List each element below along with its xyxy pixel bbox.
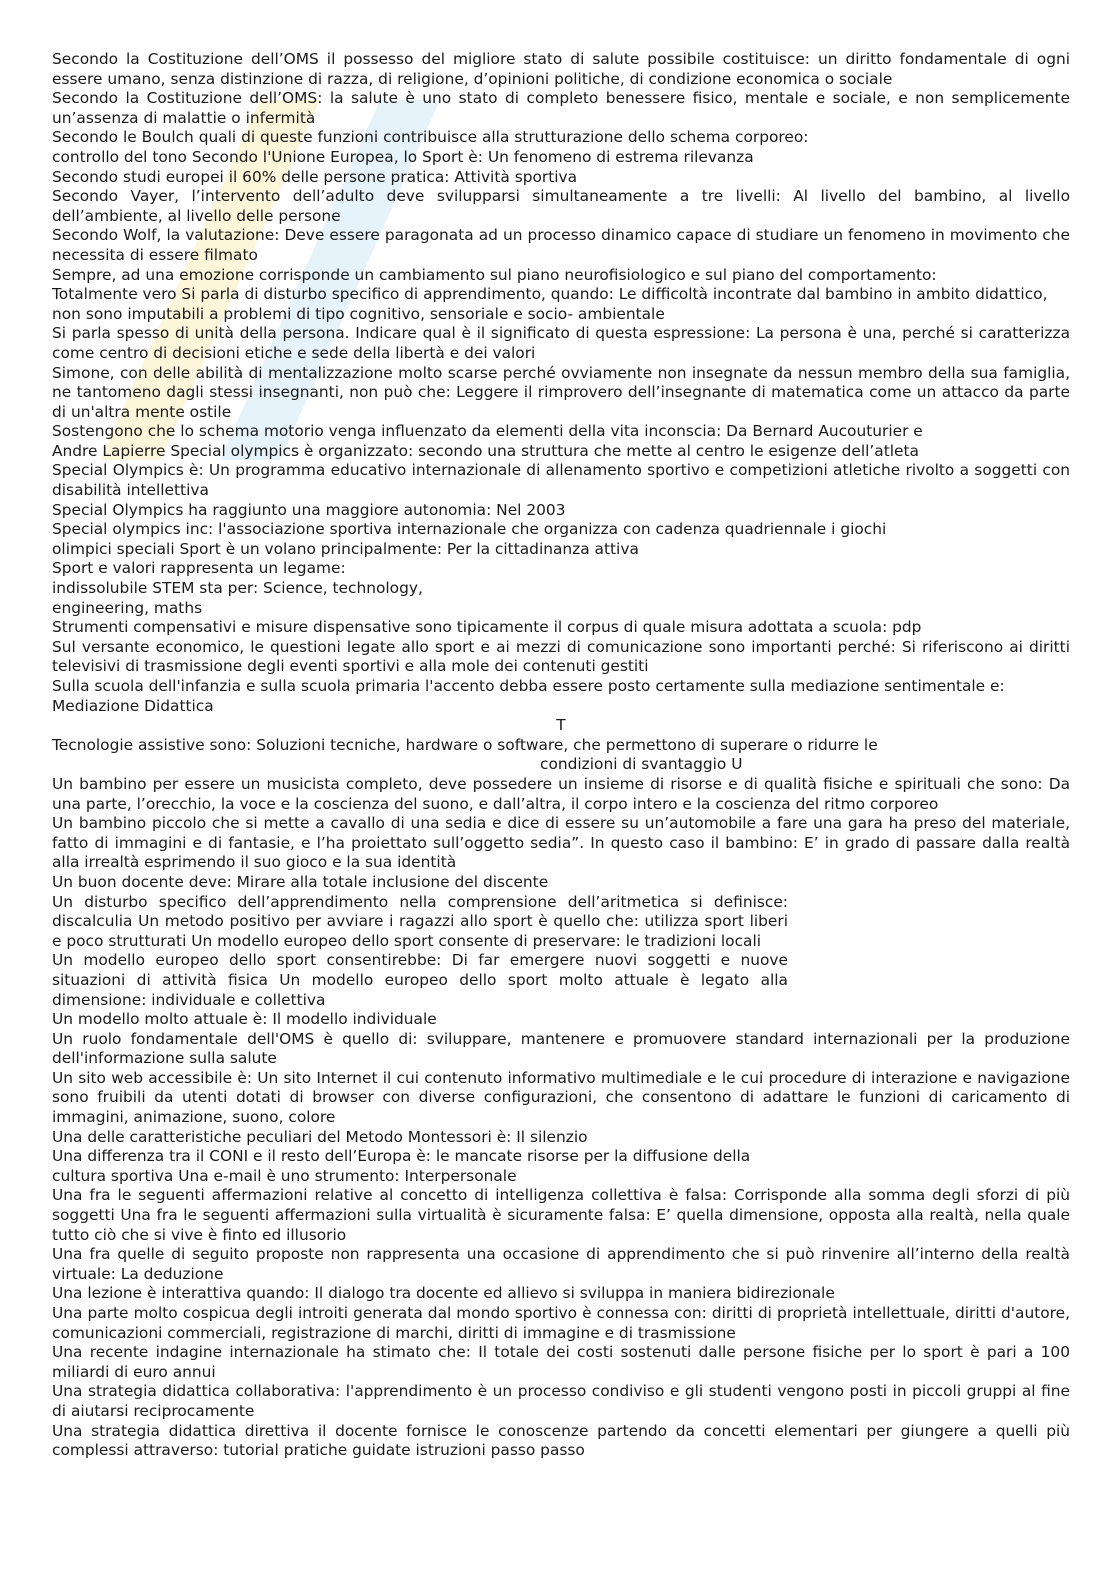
- paragraph: engineering, maths: [52, 598, 203, 617]
- paragraph: controllo del tono Secondo l'Unione Europea, lo Sport è: Un fenomeno di estrema rilevanza: [52, 147, 754, 166]
- paragraph: Sostengono che lo schema motorio venga influenzato da elementi della vita inconscia: Da Bernard Aucouturier e: [52, 422, 923, 441]
- paragraph: Un disturbo specifico dell’apprendimento nella comprensione dell’aritmetica si definisce: discalculia Un metodo positivo per avviare i ragazzi allo sport è quello che: utilizza sport liberi e poco strutturati Un modello europeo dello sport consente di preservare: le tradizioni locali: [52, 892, 788, 950]
- paragraph: Una strategia didattica direttiva il docente fornisce le conoscenze partendo da concetti elementari per giungere a quelli più complessi attraverso: tutorial pratiche guidate istruzioni passo passo: [52, 1421, 1070, 1460]
- paragraph: condizioni di svantaggio U: [540, 755, 743, 774]
- paragraph: Una parte molto cospicua degli introiti generata dal mondo sportivo è connessa con: diritti di proprietà intellettuale, diritti d'autore, comunicazioni commerciali, registrazione di marchi, diritti di immagine e di trasmissione: [52, 1304, 1070, 1342]
- paragraph: cultura sportiva Una e-mail è uno strumento: Interpersonale: [52, 1166, 517, 1185]
- paragraph: Un sito web accessibile è: Un sito Internet il cui contenuto informativo multimediale e le cui procedure di interazione e navigazione sono fruibili da utenti dotati di browser con diverse configurazioni, che consentono di adattare le funzioni di caricamento di immagini, animazione, suono, colore: [52, 1068, 1070, 1127]
- paragraph: Special Olympics ha raggiunto una maggiore autonomia: Nel 2003: [52, 500, 566, 519]
- paragraph: olimpici speciali Sport è un volano principalmente: Per la cittadinanza attiva: [52, 539, 639, 558]
- paragraph: Secondo la Costituzione dell’OMS: la salute è uno stato di completo benessere fisico, mentale e sociale, e non semplicemente un’assenza di malattie o infermità: [52, 89, 1070, 127]
- paragraph: Sulla scuola dell'infanzia e sulla scuola primaria l'accento debba essere posto certamente sulla mediazione sentimentale e: Mediazione Didattica: [52, 677, 1005, 715]
- paragraph: Un buon docente deve: Mirare alla totale inclusione del discente: [52, 872, 549, 891]
- paragraph: Secondo Wolf, la valutazione: Deve essere paragonata ad un processo dinamico capace di studiare un fenomeno in movimento che necessita di essere filmato: [52, 226, 1070, 264]
- paragraph: Si parla spesso di unità della persona. Indicare qual è il significato di questa espressione: La persona è una, perché si caratterizza come centro di decisioni etiche e sede della libertà e dei valori: [52, 324, 1070, 362]
- paragraph: Un modello molto attuale è: Il modello individuale: [52, 1010, 437, 1029]
- paragraph: Una delle caratteristiche peculiari del Metodo Montessori è: Il silenzio: [52, 1127, 588, 1146]
- paragraph: Un modello europeo dello sport consentirebbe: Di far emergere nuovi soggetti e nuove situazioni di attività fisica Un modello europeo dello sport molto attuale è legato alla dimensione: individuale e collettiva: [52, 951, 788, 1009]
- paragraph: Secondo le Boulch quali di queste funzioni contribuisce alla strutturazione dello schema corporeo:: [52, 128, 809, 147]
- paragraph: Un bambino piccolo che si mette a cavallo di una sedia e dice di essere su un’automobile a fare una gara ha preso del materiale, fatto di immagini e di fantasie, e l’ha proiettato sull’oggetto sedia”. In questo caso il bambino: E’ in grado di passare dalla realtà alla irrealtà esprimendo il suo gioco e la sua identità: [52, 814, 1070, 872]
- paragraph: Una strategia didattica collaborativa: l'apprendimento è un processo condiviso e gli studenti vengono posti in piccoli gruppi al fine di aiutarsi reciprocamente: [52, 1382, 1070, 1420]
- paragraph: Una fra quelle di seguito proposte non rappresenta una occasione di apprendimento che si può rinvenire all’interno della realtà virtuale: La deduzione: [52, 1245, 1070, 1283]
- paragraph: Sport e valori rappresenta un legame:: [52, 559, 346, 578]
- paragraph: Andre Lapierre Special olympics è organizzato: secondo una struttura che mette al centro le esigenze dell’atleta: [52, 441, 919, 460]
- paragraph: indissolubile STEM sta per: Science, technology,: [52, 579, 423, 598]
- paragraph: Una differenza tra il CONI e il resto dell’Europa è: le mancate risorse per la diffusione della: [52, 1147, 751, 1166]
- paragraph: Simone, con delle abilità di mentalizzazione molto scarse perché ovviamente non insegnate da nessun membro della sua famiglia, ne tantomeno dagli stessi insegnanti, non può che: Leggere il rimprovero dell’insegnante di matematica come un attacco da parte di un'altra mente ostile: [52, 363, 1070, 421]
- paragraph: Secondo studi europei il 60% delle persone pratica: Attività sportiva: [52, 167, 578, 186]
- paragraph: Una fra le seguenti affermazioni relative al concetto di intelligenza collettiva è falsa: Corrisponde alla somma degli sforzi di più soggetti Una fra le seguenti affermazioni sulla virtualità è sicuramente falsa: E’ quella dimensione, opposta alla realtà, nella quale tutto ciò che si vive è finto ed illusorio: [52, 1186, 1070, 1244]
- paragraph: Sul versante economico, le questioni legate allo sport e ai mezzi di comunicazione sono importanti perché: Si riferiscono ai diritti televisivi di trasmissione degli eventi sportivi e alla mole dei contenuti gestiti: [52, 637, 1070, 676]
- paragraph: Special Olympics è: Un programma educativo internazionale di allenamento sportivo e competizioni atletiche rivolto a soggetti con disabilità intellettiva: [52, 461, 1070, 500]
- paragraph: Strumenti compensativi e misure dispensative sono tipicamente il corpus di quale misura adottata a scuola: pdp: [52, 618, 922, 637]
- document-body: [52, 50, 1070, 1461]
- paragraph: Secondo Vayer, l’intervento dell’adulto deve svilupparsi simultaneamente a tre livelli: Al livello del bambino, al livello dell’ambiente, al livello delle persone: [52, 187, 1070, 225]
- paragraph: Tecnologie assistive sono: Soluzioni tecniche, hardware o software, che permettono di superare o ridurre le: [52, 735, 878, 754]
- paragraph: Special olympics inc: l'associazione sportiva internazionale che organizza con cadenza quadriennale i giochi: [52, 520, 887, 539]
- paragraph: Un bambino per essere un musicista completo, deve possedere un insieme di risorse e di qualità fisiche e spirituali che sono: Da una parte, l’orecchio, la voce e la coscienza del suono, e dall’altra, il corpo intero e la coscienza del ritmo corporeo: [52, 774, 1070, 813]
- paragraph: Una recente indagine internazionale ha stimato che: Il totale dei costi sostenuti dalle persone fisiche per lo sport è pari a 100 miliardi di euro annui: [52, 1343, 1070, 1381]
- paragraph: Sempre, ad una emozione corrisponde un cambiamento sul piano neurofisiologico e sul piano del comportamento:: [52, 265, 937, 284]
- section-letter: T: [556, 716, 566, 735]
- paragraph: Una lezione è interattiva quando: Il dialogo tra docente ed allievo si sviluppa in maniera bidirezionale: [52, 1284, 835, 1303]
- paragraph: Un ruolo fondamentale dell'OMS è quello di: sviluppare, mantenere e promuovere standard internazionali per la produzione dell'informazione sulla salute: [52, 1029, 1070, 1068]
- paragraph: Secondo la Costituzione dell’OMS il possesso del migliore stato di salute possibile costituisce: un diritto fondamentale di ogni essere umano, senza distinzione di razza, di religione, d’opinioni politiche, di condizione economica o sociale: [52, 50, 1070, 88]
- paragraph: Totalmente vero Si parla di disturbo specifico di apprendimento, quando: Le difficoltà incontrate dal bambino in ambito didattico, non sono imputabili a problemi di tipo cognitivo, sensoriale e socio- ambientale: [52, 285, 1048, 323]
